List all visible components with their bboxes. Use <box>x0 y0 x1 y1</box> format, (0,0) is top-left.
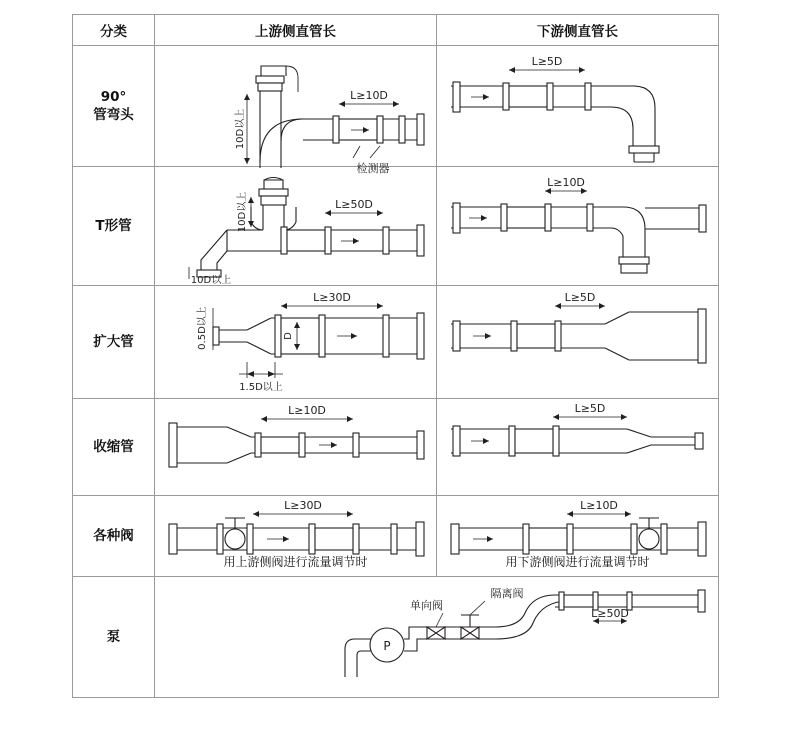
tee-dn-length-label: L≥10D <box>547 176 585 189</box>
cell-reducer-upstream <box>155 399 437 496</box>
tee-up-length-label: L≥50D <box>335 198 373 211</box>
header-upstream: 上游侧直管长 <box>155 15 437 46</box>
cell-expander-upstream <box>155 286 437 399</box>
category-pump: 泵 <box>73 577 155 698</box>
elbow-up-length-label: L≥10D <box>350 89 388 102</box>
cell-pump-combined <box>155 577 719 698</box>
pump-label: P <box>383 639 391 653</box>
straight-pipe-requirements-table <box>72 14 719 698</box>
elbow-upstream-figure <box>155 46 437 175</box>
cell-elbow-upstream <box>155 46 437 175</box>
reducer-dn-length-label: L≥5D <box>574 402 606 415</box>
category-valves: 各种阀 <box>73 496 155 577</box>
category-expander: 扩大管 <box>73 286 155 399</box>
valves-dn-caption: 用下游侧阀进行流量调节时 <box>505 555 650 569</box>
reducer-downstream-figure <box>437 399 719 495</box>
table-row <box>73 286 719 399</box>
category-reducer: 收缩管 <box>73 399 155 496</box>
table-row <box>73 496 719 577</box>
valves-up-caption: 用上游侧阀进行流量调节时 <box>223 555 368 569</box>
table-row <box>73 399 719 496</box>
elbow-up-detector-label: 检测器 <box>356 162 390 175</box>
pump-length-label: L≥50D <box>591 607 629 620</box>
valves-dn-length-label: L≥10D <box>580 499 618 512</box>
expander-downstream-figure <box>437 286 719 398</box>
cell-tee-upstream <box>155 167 437 286</box>
header-category: 分类 <box>73 15 155 46</box>
header-downstream: 下游侧直管长 <box>437 15 719 46</box>
category-elbow <box>73 46 155 167</box>
reducer-up-length-label: L≥10D <box>288 404 326 417</box>
expander-up-diameter-label: D <box>283 332 294 340</box>
cell-valves-downstream <box>437 496 719 577</box>
elbow-downstream-figure <box>437 46 719 166</box>
tee-up-branch-label: 10D以上 <box>190 275 232 286</box>
table-header-row <box>73 15 719 46</box>
pump-figure <box>155 577 719 697</box>
cell-expander-downstream <box>437 286 719 399</box>
cell-tee-downstream <box>437 167 719 286</box>
expander-dn-length-label: L≥5D <box>564 291 596 304</box>
elbow-up-vertical-label: 10D以上 <box>235 108 246 150</box>
table-row <box>73 46 719 167</box>
tee-up-vertical-label: 10D以上 <box>237 191 248 233</box>
expander-up-angle-label: 0.5D以上 <box>197 306 208 350</box>
cell-valves-upstream <box>155 496 437 577</box>
elbow-dn-length-label: L≥5D <box>531 55 563 68</box>
expander-up-taper-label: 1.5D以上 <box>239 382 283 393</box>
table-row <box>73 167 719 286</box>
expander-up-length-label: L≥30D <box>313 291 351 304</box>
isolation-valve-label: 隔离阀 <box>490 587 524 600</box>
valves-up-length-label: L≥30D <box>284 499 322 512</box>
category-elbow-line2: 管弯头 <box>93 107 134 123</box>
tee-downstream-figure <box>437 167 719 285</box>
expander-upstream-figure <box>155 286 437 398</box>
cell-elbow-downstream <box>437 46 719 167</box>
category-tee: T形管 <box>73 167 155 286</box>
reducer-upstream-figure <box>155 399 437 495</box>
cell-reducer-downstream <box>437 399 719 496</box>
check-valve-label: 单向阀 <box>410 599 443 612</box>
category-elbow-line1: 90° <box>100 88 127 105</box>
table-row <box>73 577 719 698</box>
tee-upstream-figure <box>155 167 437 285</box>
